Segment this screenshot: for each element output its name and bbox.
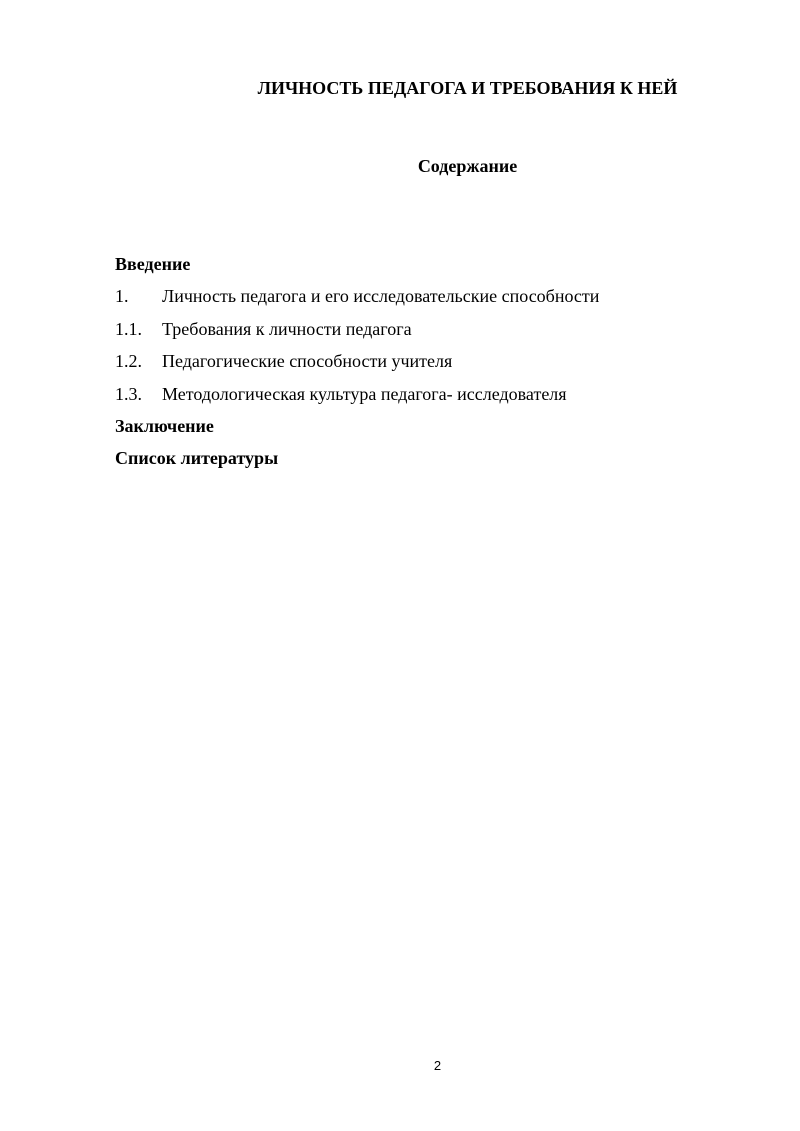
toc-entry-number: 1.3. — [115, 383, 142, 404]
toc-entry-number: 1.1. — [115, 318, 142, 339]
toc-entry-introduction — [115, 252, 735, 284]
document-title: ЛИЧНОСТЬ ПЕДАГОГА И ТРЕБОВАНИЯ К НЕЙ — [257, 78, 678, 98]
toc-entry-1-2 — [115, 349, 735, 381]
toc-entry-references — [115, 446, 735, 478]
toc-entry-1-3 — [115, 382, 735, 414]
toc-entry-number: 1. — [115, 286, 129, 307]
toc-entry-text: Педагогические способности учителя — [162, 351, 453, 372]
toc-entry-text: Методологическая культура педагога- исследователя — [162, 383, 567, 404]
toc-entry-text: Список литературы — [115, 448, 279, 469]
toc-entry-text: Личность педагога и его исследовательские способности — [162, 286, 600, 307]
toc-entry-text: Введение — [115, 254, 191, 274]
toc-entry-text: Требования к личности педагога — [162, 318, 412, 339]
toc-entry-1 — [115, 284, 735, 316]
toc-entry-conclusion — [115, 414, 735, 446]
toc-entry-1-1 — [115, 317, 735, 349]
toc-heading: Содержание — [417, 156, 518, 176]
table-of-contents — [115, 252, 735, 479]
toc-entry-number: 1.2. — [115, 351, 142, 372]
page-number: 2 — [433, 1058, 442, 1073]
toc-entry-text: Заключение — [115, 415, 214, 436]
